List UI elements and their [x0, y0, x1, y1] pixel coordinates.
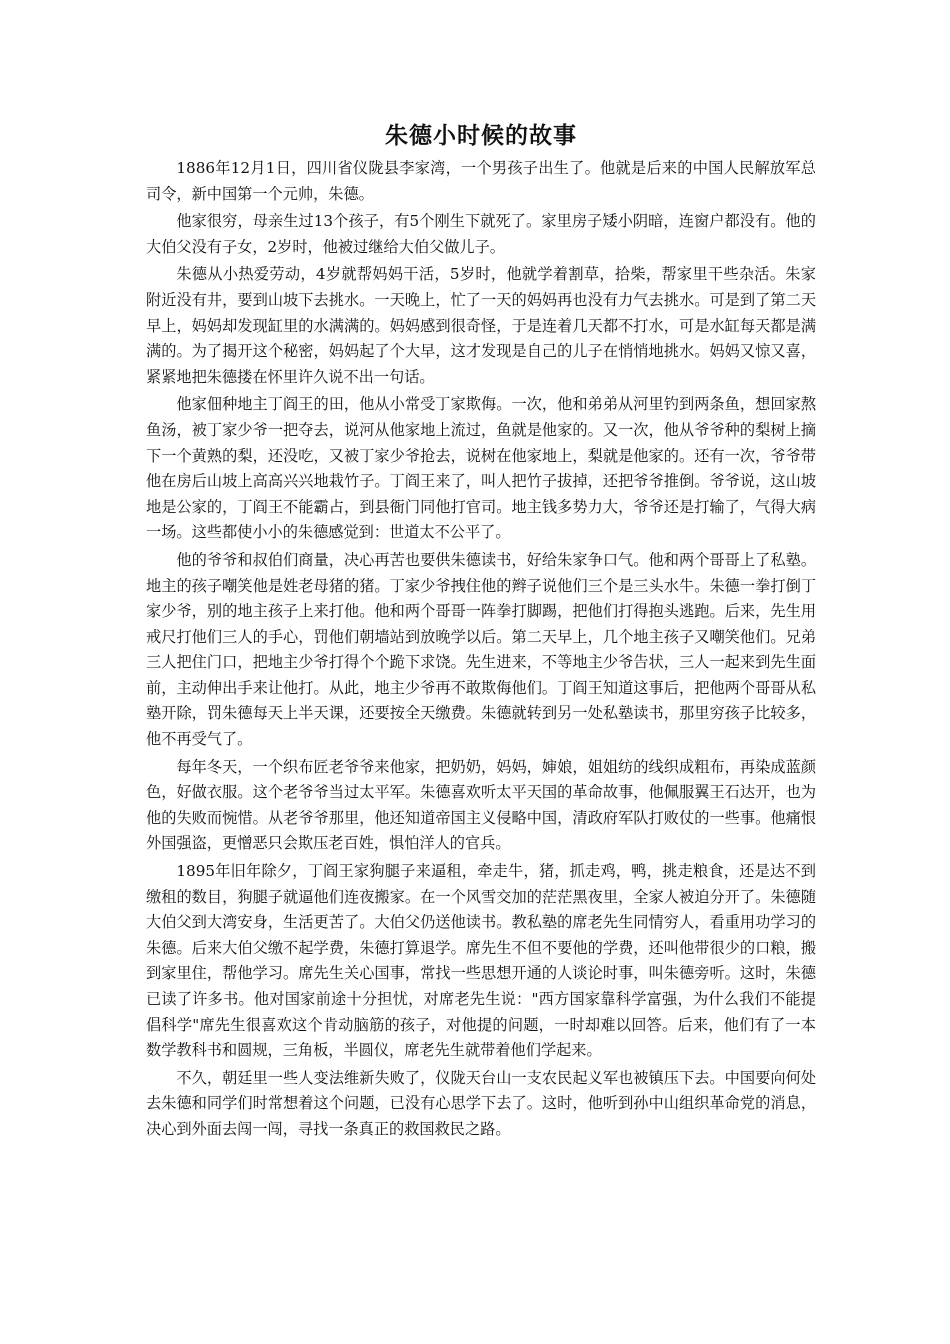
paragraph-6: 每年冬天，一个织布匠老爷爷来他家，把奶奶，妈妈，婶娘，姐姐纺的线织成粗布，再染成蓝颜色，好做衣服。这个老爷爷当过太平军。朱德喜欢听太平天国的革命故事，他佩服翼王石达开，也为他的失败而惋惜。从老爷爷那里，他还知道帝国主义侵略中国，清政府军队打败仗的一些事。他痛恨外国强盗，更憎恶只会欺压老百姓，惧怕洋人的官兵。 — [146, 757, 816, 853]
paragraph-4: 他家佃种地主丁阎王的田，他从小常受丁家欺侮。一次，他和弟弟从河里钓到两条鱼，想回家熬鱼汤，被丁家少爷一把夺去，说河从他家地上流过，鱼就是他家的。又一次，他从爷爷种的梨树上摘下一个黄熟的梨，还没吃，又被丁家少爷抢去，说树在他家地上，梨就是他家的。还有一次，爷爷带他在房后山坡上高高兴兴地栽竹子。丁阎王来了，叫人把竹子拔掉，还把爷爷推倒。爷爷说，这山坡地是公家的，丁阎王不能霸占，到县衙门同他打官司。地主钱多势力大，爷爷还是打输了，气得大病一场。这些都使小小的朱德感觉到：世道太不公平了。 — [146, 395, 816, 542]
paragraph-7: 1895年旧年除夕，丁阎王家狗腿子来逼租，牵走牛，猪，抓走鸡，鸭，挑走粮食，还是达不到缴租的数目，狗腿子就逼他们连夜搬家。在一个风雪交加的茫茫黑夜里，全家人被迫分开了。朱德随大伯父到大湾安身，生活更苦了。大伯父仍送他读书。教私塾的席老先生同情穷人，看重用功学习的朱德。后来大伯父缴不起学费，朱德打算退学。席先生不但不要他的学费，还叫他带很少的口粮，搬到家里住，帮他学习。席先生关心国事，常找一些思想开通的人谈论时事，叫朱德旁听。这时，朱德已读了许多书。他对国家前途十分担忧，对席老先生说："西方国家靠科学富强，为什么我们不能提倡科学"席先生很喜欢这个肯动脑筋的孩子，对他提的问题，一时却难以回答。后来，他们有了一本数学教科书和圆规，三角板，半圆仪，席老先生就带着他们学起来。 — [146, 862, 816, 1060]
document-page — [146, 116, 816, 1145]
paragraph-3: 朱德从小热爱劳动，4岁就帮妈妈干活，5岁时，他就学着割草，拾柴，帮家里干些杂活。朱家附近没有井，要到山坡下去挑水。一天晚上，忙了一天的妈妈再也没有力气去挑水。可是到了第二天早上，妈妈却发现缸里的水满满的。妈妈感到很奇怪，于是连着几天都不打水，可是水缸每天都是满满的。为了揭开这个秘密，妈妈起了个大早，这才发现是自己的儿子在悄悄地挑水。妈妈又惊又喜，紧紧地把朱德搂在怀里许久说不出一句话。 — [146, 265, 816, 386]
document-title: 朱德小时候的故事 — [385, 123, 577, 149]
paragraph-1: 1886年12月1日，四川省仪陇县李家湾，一个男孩子出生了。他就是后来的中国人民解放军总司令，新中国第一个元帅，朱德。 — [146, 159, 816, 203]
paragraph-2: 他家很穷，母亲生过13个孩子，有5个刚生下就死了。家里房子矮小阴暗，连窗户都没有。他的大伯父没有子女，2岁时，他被过继给大伯父做儿子。 — [146, 212, 816, 256]
paragraph-5: 他的爷爷和叔伯们商量，决心再苦也要供朱德读书，好给朱家争口气。他和两个哥哥上了私塾。地主的孩子嘲笑他是姓老母猪的猪。丁家少爷拽住他的辫子说他们三个是三头水牛。朱德一拳打倒丁家少爷，别的地主孩子上来打他。他和两个哥哥一阵拳打脚踢，把他们打得抱头逃跑。后来，先生用戒尺打他们三人的手心，罚他们朝墙站到放晚学以后。第二天早上，几个地主孩子又嘲笑他们。兄弟三人把住门口，把地主少爷打得个个跪下求饶。先生进来，不等地主少爷告状，三人一起来到先生面前，主动伸出手来让他打。从此，地主少爷再不敢欺侮他们。丁阎王知道这事后，把他两个哥哥从私塾开除，罚朱德每天上半天课，还要按全天缴费。朱德就转到另一处私塾读书，那里穷孩子比较多，他不再受气了。 — [146, 550, 816, 749]
paragraph-8: 不久，朝廷里一些人变法维新失败了，仪陇天台山一支农民起义军也被镇压下去。中国要向何处去朱德和同学们时常想着这个问题，已没有心思学下去了。这时，他听到孙中山组织革命党的消息，决心到外面去闯一闯，寻找一条真正的救国救民之路。 — [146, 1068, 816, 1138]
